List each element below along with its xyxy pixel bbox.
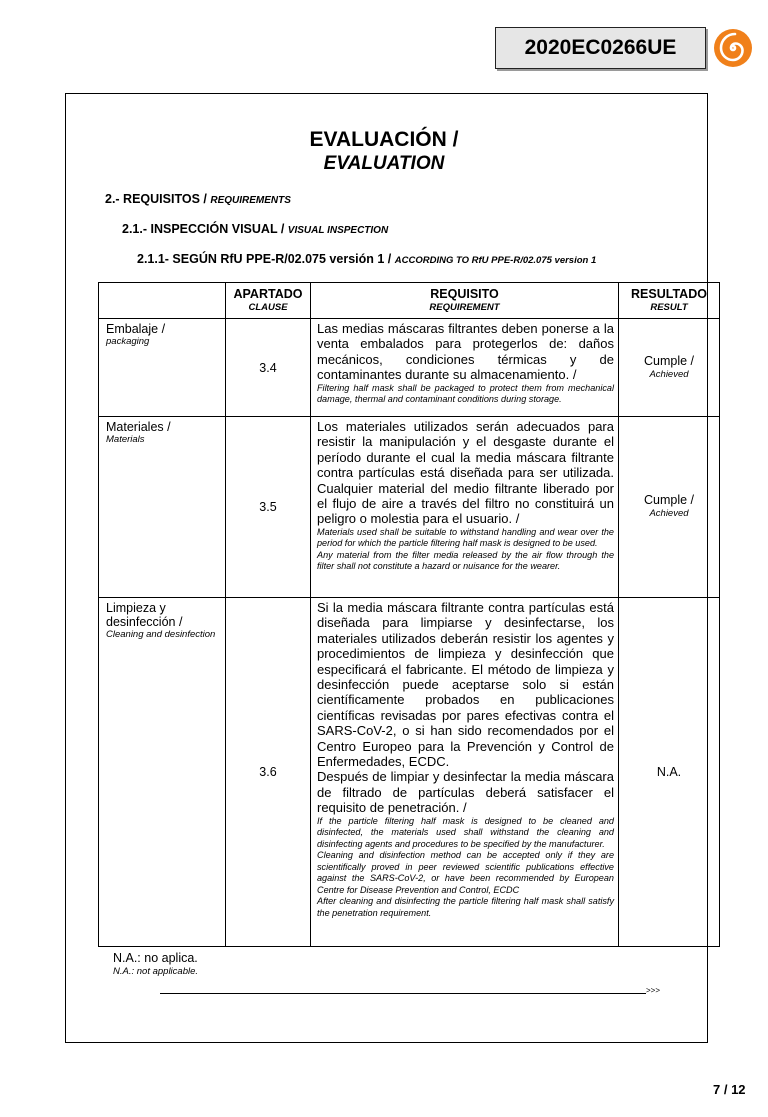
row-requirement	[311, 319, 619, 417]
section-heading-es: 2.- REQUISITOS /	[105, 192, 207, 206]
table-row	[99, 319, 720, 417]
row-clause: 3.4	[226, 319, 311, 417]
result-header-en: RESULT	[650, 302, 688, 313]
item-header	[99, 283, 226, 319]
row-result	[619, 417, 720, 598]
row-item	[99, 417, 226, 598]
row-result-en: Achieved	[649, 368, 689, 380]
note-spanish: N.A.: no aplica.	[113, 951, 198, 965]
table-row	[99, 417, 720, 598]
requirement-text-es: Las medias máscaras filtrantes deben ponerse a la venta embalados para protegerlos de: daños mecánicos, condiciones térmicas y de contaminantes durante su almacenamiento. /	[317, 321, 614, 383]
subsubsection-heading	[137, 252, 596, 266]
row-requirement	[311, 598, 619, 947]
subsubsection-heading-en: ACCORDING TO RfU PPE-R/02.075 version 1	[394, 255, 597, 266]
row-clause: 3.6	[226, 598, 311, 947]
subsection-heading	[122, 222, 388, 236]
requirement-text-en-2: Cleaning and disinfection method can be accepted only if they are scientifically proved in peer reviewed scientific publications effective against the SARS-CoV-2, or have been recommended by European Centre for Disease Prevention and Control, ECDC	[317, 850, 614, 895]
row-item	[99, 319, 226, 417]
end-rule	[160, 993, 646, 994]
subsubsection-heading-es: 2.1.1- SEGÚN RfU PPE-R/02.075 versión 1 /	[137, 252, 392, 266]
subsection-heading-en: VISUAL INSPECTION	[287, 225, 389, 236]
requirement-text-es: Si la media máscara filtrante contra partículas está diseñada para limpiarse y desinfectarse, los materiales utilizados deberán resistir los agentes y procedimientos de limpieza y desinfección que especificará el fabricante. El método de limpieza y desinfección puede aceptarse solo si están científicamente probados en publicaciones científicas revisadas por pares efectivas contra el SARS-CoV-2, o si han sido recomendados por el Centro Europeo para la Prevención y Control de Enfermedades, ECDC.	[317, 600, 614, 770]
table-row	[99, 598, 720, 947]
result-header-es: RESULTADO	[631, 287, 707, 301]
requirement-header	[311, 283, 619, 319]
section-heading-en: REQUIREMENTS	[210, 195, 291, 206]
row-result-es: Cumple /	[643, 493, 695, 507]
title-english: EVALUATION	[323, 153, 445, 174]
clause-header	[226, 283, 311, 319]
requirement-text-es: Los materiales utilizados serán adecuados para resistir la manipulación y el desgaste durante el período durante el cual la media máscara filtrante contra partículas está diseñada para ser utilizada. Cualquier material del medio filtrante liberado por el flujo de aire a través del filtro no constituirá un peligro o molestia para el usuario. /	[317, 419, 614, 527]
page-number: 7 / 12	[713, 1082, 746, 1097]
requirements-table	[98, 282, 720, 947]
row-item-en: Cleaning and desinfection	[106, 629, 216, 640]
requirement-text-es-2: Después de limpiar y desinfectar la media máscara de filtrado de partículas deberá satisfacer el requisito de penetración. /	[317, 769, 614, 816]
row-result: N.A.	[619, 598, 720, 947]
report-reference: 2020EC0266UE	[524, 36, 677, 59]
row-item	[99, 598, 226, 947]
section-heading	[105, 192, 291, 206]
continuation-mark: >>>	[646, 986, 661, 995]
requirement-text-en: If the particle filtering half mask is designed to be cleaned and disinfected, the materials used shall withstand the cleaning and disinfecting agents and procedures to be specified by the manufacturer.	[317, 815, 614, 849]
row-item-es: Limpieza y desinfección /	[106, 601, 183, 629]
spiral-logo-icon	[713, 28, 753, 68]
report-reference-box	[495, 27, 706, 69]
row-item-es: Materiales /	[106, 420, 171, 434]
row-result	[619, 319, 720, 417]
note-english: N.A.: not applicable.	[113, 966, 199, 977]
requirement-header-en: REQUIREMENT	[429, 302, 500, 313]
requirement-text-en: Materials used shall be suitable to withstand handling and wear over the period for which the particle filtering half mask is designed to be used.	[317, 526, 614, 549]
result-header	[619, 283, 720, 319]
requirement-text-en-2: Any material from the filter media released by the air flow through the filter shall not constitute a hazard or nuisance for the wearer.	[317, 549, 614, 572]
table-header-row	[99, 283, 720, 319]
row-result-en: Achieved	[649, 508, 689, 519]
subsection-heading-es: 2.1.- INSPECCIÓN VISUAL /	[122, 222, 285, 236]
clause-header-es: APARTADO	[233, 287, 303, 301]
requirement-text-en: Filtering half mask shall be packaged to protect them from mechanical damage, thermal and contaminant conditions during storage.	[317, 382, 614, 405]
row-item-en: packaging	[106, 336, 150, 347]
row-item-en: Materials	[106, 434, 145, 445]
requirement-header-es: REQUISITO	[430, 287, 499, 301]
clause-header-en: CLAUSE	[248, 302, 288, 313]
row-clause: 3.5	[226, 417, 311, 598]
requirement-text-en-3: After cleaning and disinfecting the particle filtering half mask shall satisfy the penetration requirement.	[317, 896, 614, 918]
row-result-es: Cumple /	[643, 353, 695, 368]
row-requirement	[311, 417, 619, 598]
row-item-es: Embalaje /	[106, 322, 166, 336]
title-spanish: EVALUACIÓN /	[309, 128, 459, 151]
